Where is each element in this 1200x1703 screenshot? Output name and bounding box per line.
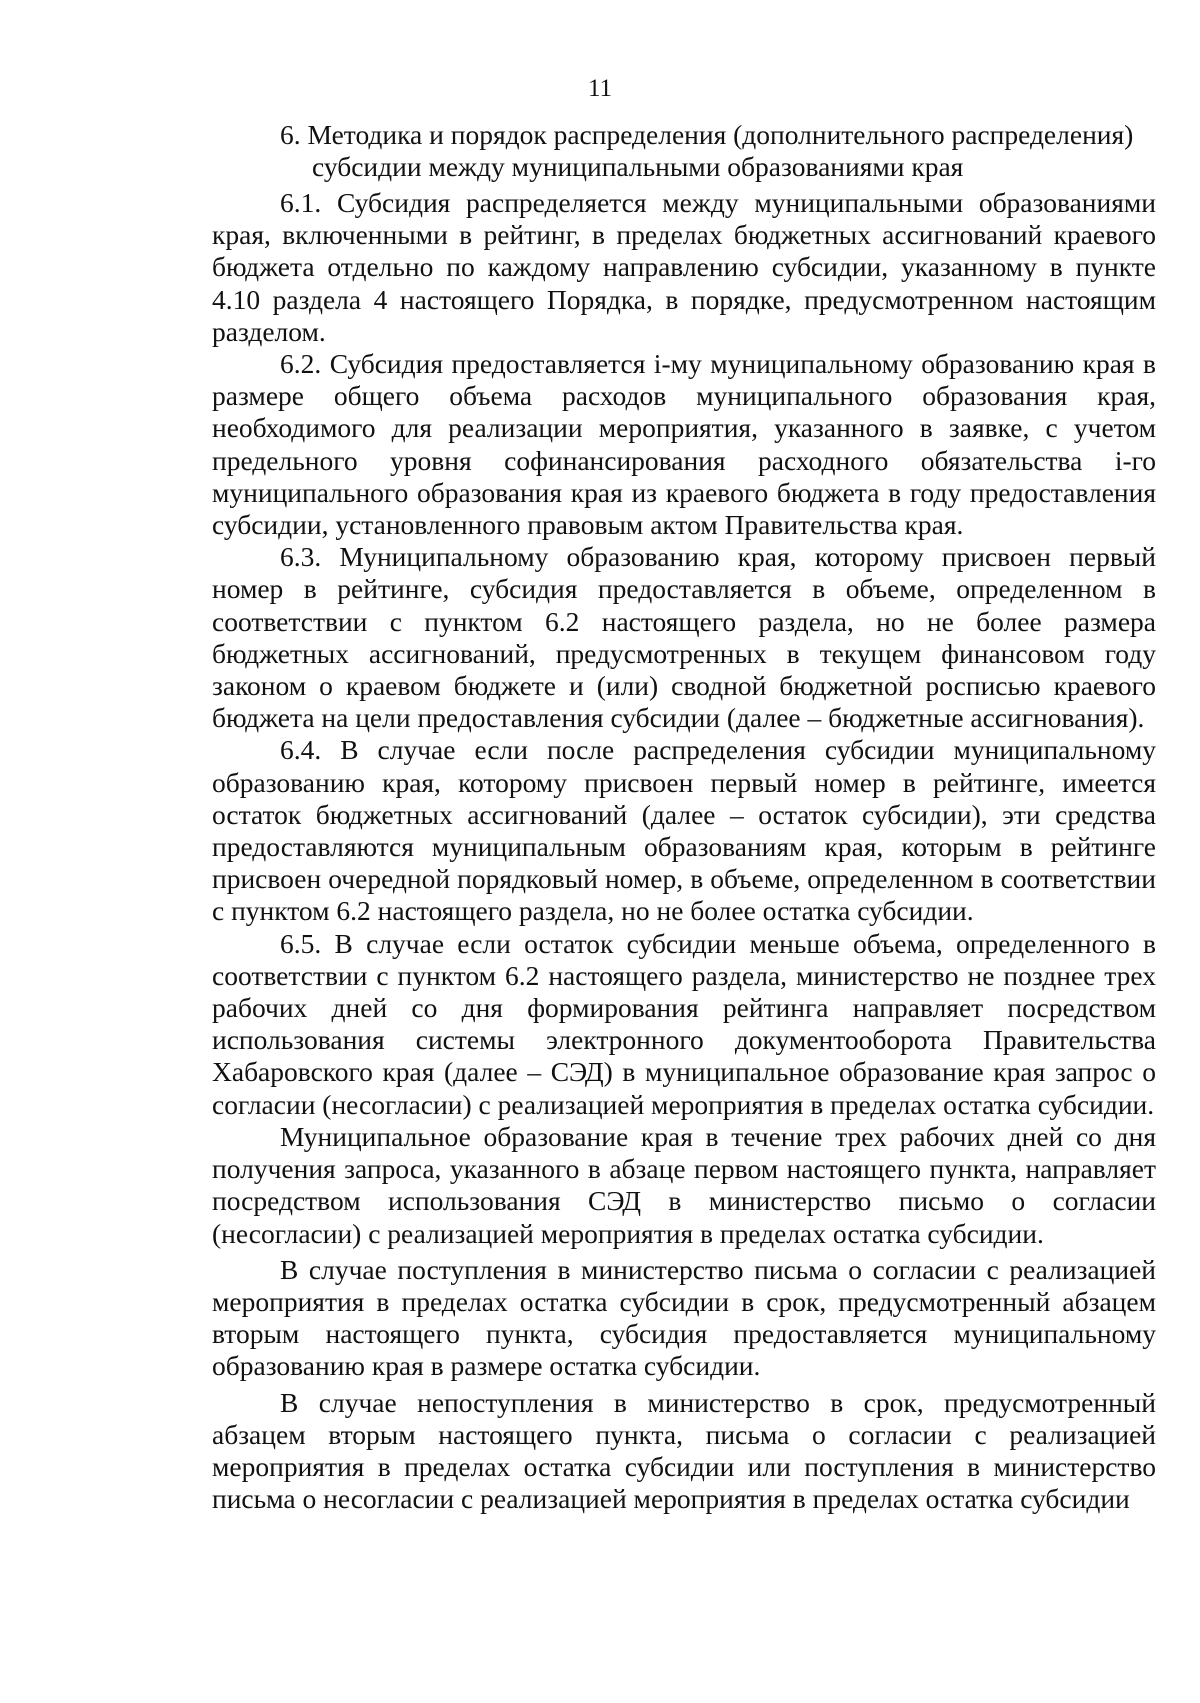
paragraph-6-5-abzac-3: В случае поступления в министерство письма о согласии с реализацией мероприятия в пределах остатка субсидии в срок, предусмотренный абзацем вторым настоящего пункта, субсидия предоставляется муниципальному образованию края в размере остатка субсидии. [212, 1253, 1156, 1382]
paragraph-6-1: 6.1. Субсидия распределяется между муниципальными образованиями края, включенными в рейтинг, в пределах бюджетных ассигнований краевого бюджета отдельно по каждому направлению субсидии, указанному в пункте 4.10 раздела 4 настоящего Порядка, в порядке, предусмотренном настоящим разделом. [212, 187, 1156, 347]
paragraph-6-5-abzac-4: В случае непоступления в министерство в срок, предусмотренный абзацем вторым настоящего пункта, письма о согласии с реализацией мероприятия в пределах остатка субсидии или поступления в министерство письма о несогласии с реализацией мероприятия в пределах остатка субсидии [212, 1386, 1156, 1515]
section-heading-line-1: 6. Методика и порядок распределения (дополнительного распределения) [280, 119, 1134, 150]
paragraph-6-2: 6.2. Субсидия предоставляется i-му муниципальному образованию края в размере общего объема расходов муниципального образования края, необходимого для реализации мероприятия, указанного в заявке, с учетом предельного уровня софинансирования расходного обязательства i-го муниципального образования края из краевого бюджета в году предоставления субсидии, установленного правовым актом Правительства края. [212, 348, 1156, 541]
document-body [212, 187, 1156, 1515]
page-number: 11 [587, 75, 613, 102]
paragraph-6-3: 6.3. Муниципальному образованию края, которому присвоен первый номер в рейтинге, субсидия предоставляется в объеме, определенном в соответствии с пунктом 6.2 настоящего раздела, но не более размера бюджетных ассигнований, предусмотренных в текущем финансовом году законом о краевом бюджете и (или) сводной бюджетной росписью краевого бюджета на цели предоставления субсидии (далее – бюджетные ассигнования). [212, 541, 1156, 734]
paragraph-6-4: 6.4. В случае если после распределения субсидии муниципальному образованию края, которому присвоен первый номер в рейтинге, имеется остаток бюджетных ассигнований (далее – остаток субсидии), эти средства предоставляются муниципальным образованиям края, которым в рейтинге присвоен очередной порядковый номер, в объеме, определенном в соответствии с пунктом 6.2 настоящего раздела, но не более остатка субсидии. [212, 734, 1156, 927]
paragraph-6-5: 6.5. В случае если остаток субсидии меньше объема, определенного в соответствии с пунктом 6.2 настоящего раздела, министерство не позднее трех рабочих дней со дня формирования рейтинга направляет посредством использования системы электронного документооборота Правительства Хабаровского края (далее – СЭД) в муниципальное образование края запрос о согласии (несогласии) с реализацией мероприятия в пределах остатка субсидии. [212, 927, 1156, 1120]
paragraph-6-5-abzac-2: Муниципальное образование края в течение трех рабочих дней со дня получения запроса, указанного в абзаце первом настоящего пункта, направляет посредством использования СЭД в министерство письмо о согласии (несогласии) с реализацией мероприятия в пределах остатка субсидии. [212, 1120, 1156, 1249]
section-heading [280, 119, 1160, 183]
section-heading-line-2: субсидии между муниципальными образованиями края [312, 151, 964, 182]
